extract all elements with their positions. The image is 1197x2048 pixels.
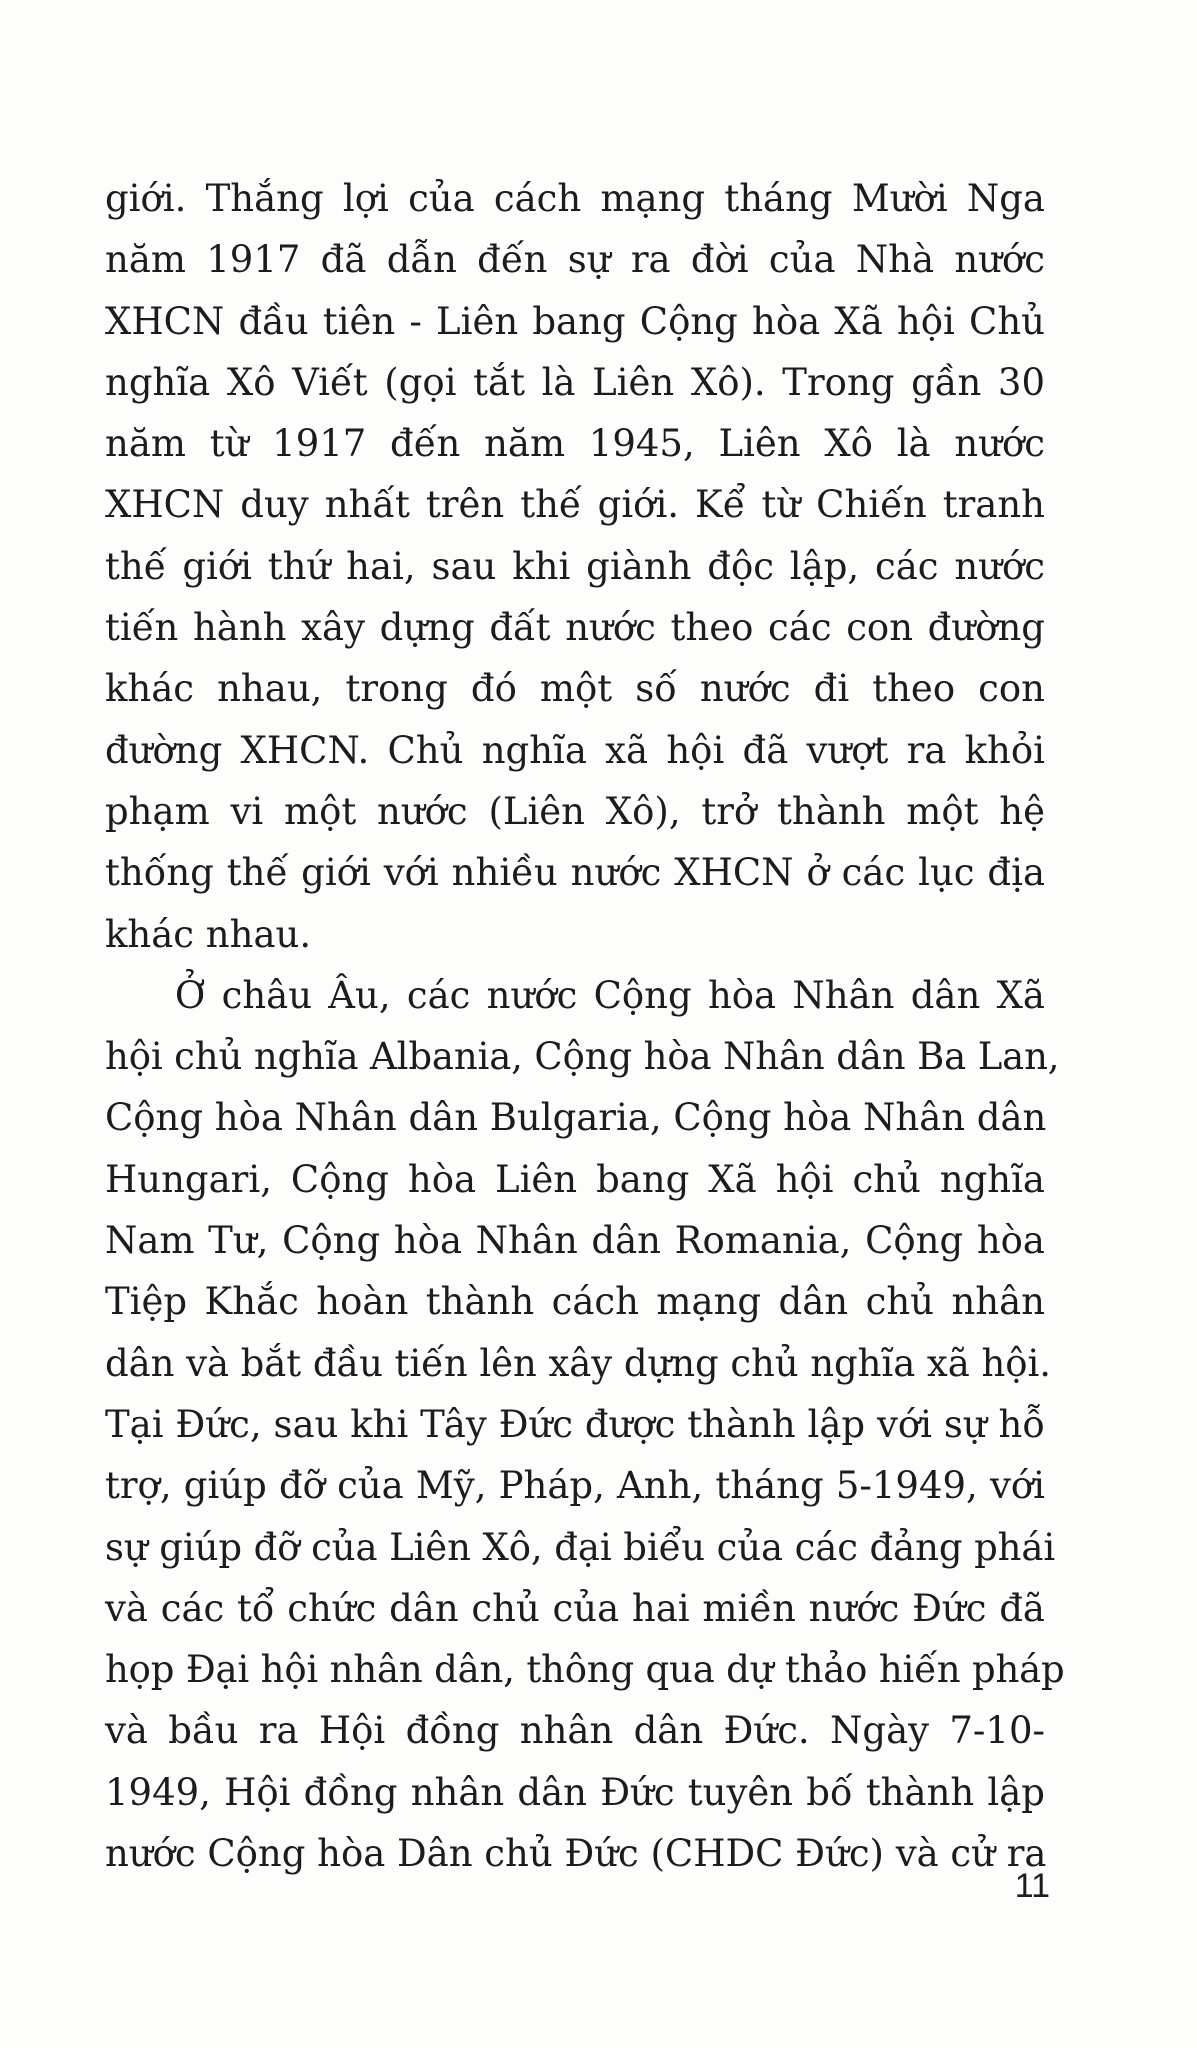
text-line: XHCN đầu tiên - Liên bang Cộng hòa Xã hội Chủ — [105, 299, 1045, 343]
text-line: dân và bắt đầu tiến lên xây dựng chủ nghĩa xã hội. — [105, 1341, 1051, 1385]
text-line: sự giúp đỡ của Liên Xô, đại biểu của các đảng phái — [105, 1525, 1056, 1569]
text-line: thế giới thứ hai, sau khi giành độc lập, các nước — [105, 544, 1045, 588]
page-number: 11 — [1014, 1867, 1050, 1905]
text-line: đường XHCN. Chủ nghĩa xã hội đã vượt ra khỏi — [105, 728, 1045, 772]
text-line: năm 1917 đã dẫn đến sự ra đời của Nhà nước — [105, 238, 1045, 282]
paragraph-2 — [105, 965, 1065, 1884]
text-line: Nam Tư, Cộng hòa Nhân dân Romania, Cộng hòa — [105, 1219, 1045, 1263]
text-line: giới. Thắng lợi của cách mạng tháng Mười Nga — [105, 177, 1045, 220]
text-line: tiến hành xây dựng đất nước theo các con đường — [105, 606, 1045, 650]
text-line: khác nhau, trong đó một số nước đi theo con — [105, 667, 1045, 711]
text-line: thống thế giới với nhiều nước XHCN ở các lục địa — [105, 851, 1045, 895]
text-line: phạm vi một nước (Liên Xô), trở thành một hệ — [105, 789, 1045, 833]
text-line: nghĩa Xô Viết (gọi tắt là Liên Xô). Trong gần 30 — [105, 360, 1045, 404]
text-line: trợ, giúp đỡ của Mỹ, Pháp, Anh, tháng 5-1949, với — [105, 1464, 1045, 1508]
paragraph-1 — [105, 168, 1045, 965]
text-line: XHCN duy nhất trên thế giới. Kể từ Chiến tranh — [105, 483, 1045, 527]
text-line: Tiệp Khắc hoàn thành cách mạng dân chủ nhân — [105, 1280, 1045, 1324]
text-line: Tại Đức, sau khi Tây Đức được thành lập với sự hỗ — [105, 1402, 1045, 1446]
text-line: khác nhau. — [105, 912, 312, 956]
text-line: nước Cộng hòa Dân chủ Đức (CHDC Đức) và cử ra — [105, 1832, 1047, 1876]
text-line: Cộng hòa Nhân dân Bulgaria, Cộng hòa Nhân dân — [105, 1096, 1047, 1140]
text-line: họp Đại hội nhân dân, thông qua dự thảo hiến pháp — [105, 1648, 1065, 1692]
text-line: hội chủ nghĩa Albania, Cộng hòa Nhân dân Ba Lan, — [105, 1035, 1060, 1079]
text-line: Hungari, Cộng hòa Liên bang Xã hội chủ nghĩa — [105, 1157, 1045, 1201]
body-text — [105, 168, 1065, 1884]
text-line: Ở châu Âu, các nước Cộng hòa Nhân dân Xã — [175, 973, 1045, 1017]
text-line: 1949, Hội đồng nhân dân Đức tuyên bố thành lập — [105, 1770, 1045, 1814]
text-line: và bầu ra Hội đồng nhân dân Đức. Ngày 7-10- — [105, 1709, 1045, 1753]
text-line: và các tổ chức dân chủ của hai miền nước Đức đã — [105, 1586, 1045, 1630]
text-line: năm từ 1917 đến năm 1945, Liên Xô là nước — [105, 422, 1045, 466]
